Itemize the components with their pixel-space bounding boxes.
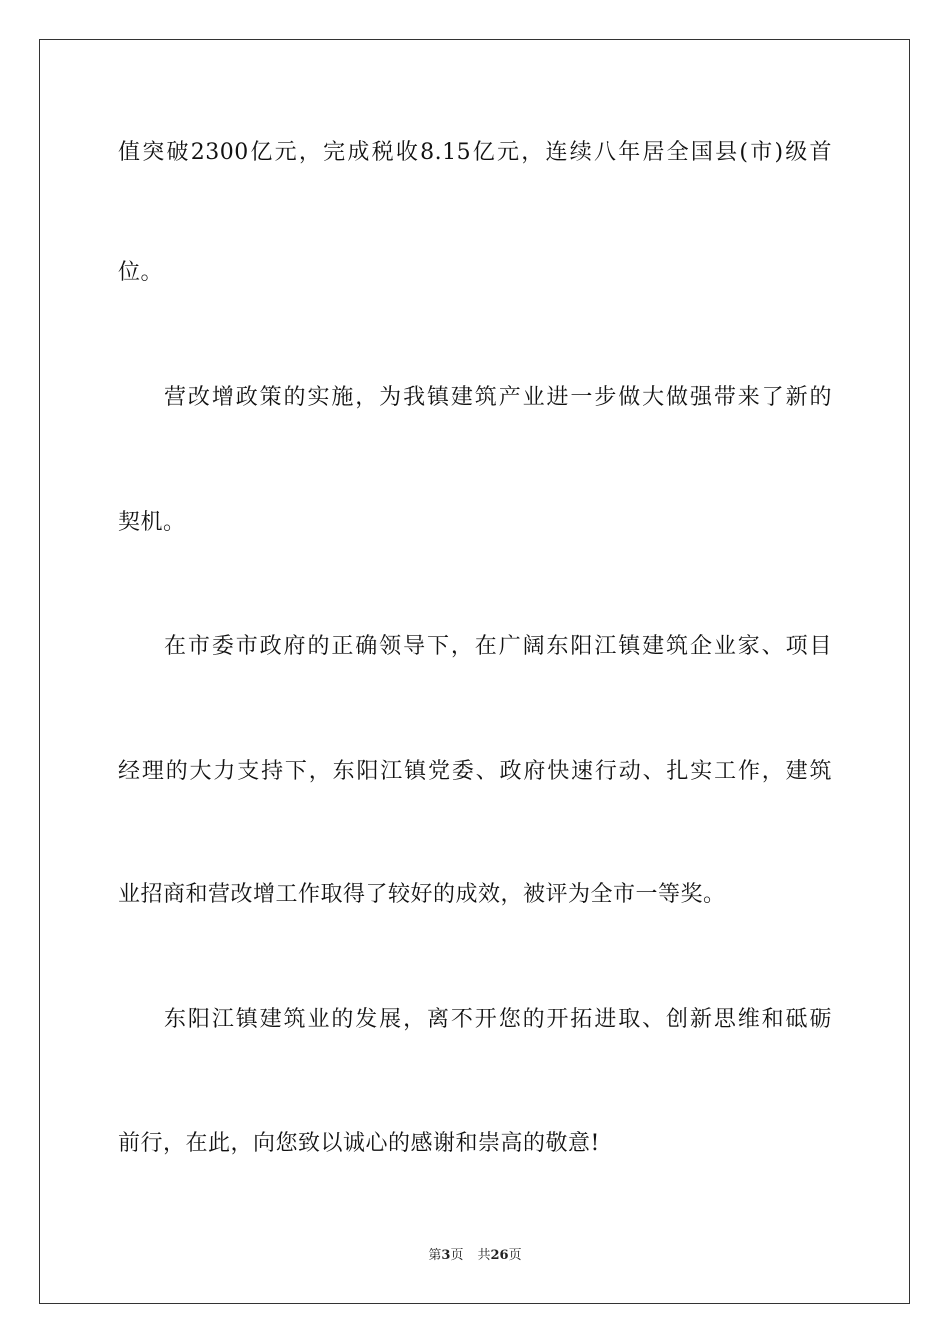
page-suffix: 页: [450, 1248, 464, 1263]
body-line-2: 位。: [118, 260, 164, 285]
page-footer: [0, 1247, 950, 1265]
page-frame: [39, 39, 910, 1304]
total-prefix: 共: [477, 1248, 491, 1263]
body-line-5: 在市委市政府的正确领导下，在广阔东阳江镇建筑企业家、项目: [164, 634, 832, 659]
body-line-1: 值突破2300亿元，完成税收8.15亿元，连续八年居全国县(市)级首: [118, 140, 832, 165]
body-line-6: 经理的大力支持下，东阳江镇党委、政府快速行动、扎实工作，建筑: [118, 759, 832, 784]
total-pages: 26: [490, 1248, 509, 1263]
body-line-4: 契机。: [118, 510, 186, 535]
body-line-7: 业招商和营改增工作取得了较好的成效，被评为全市一等奖。: [118, 882, 726, 907]
body-line-3: 营改增政策的实施，为我镇建筑产业进一步做大做强带来了新的: [164, 385, 832, 410]
body-line-8: 东阳江镇建筑业的发展，离不开您的开拓进取、创新思维和砥砺: [164, 1007, 832, 1032]
page-number: 3: [441, 1248, 451, 1263]
total-suffix: 页: [508, 1248, 522, 1263]
body-line-9: 前行，在此，向您致以诚心的感谢和崇高的敬意!: [118, 1131, 600, 1156]
page-prefix: 第: [428, 1248, 442, 1263]
